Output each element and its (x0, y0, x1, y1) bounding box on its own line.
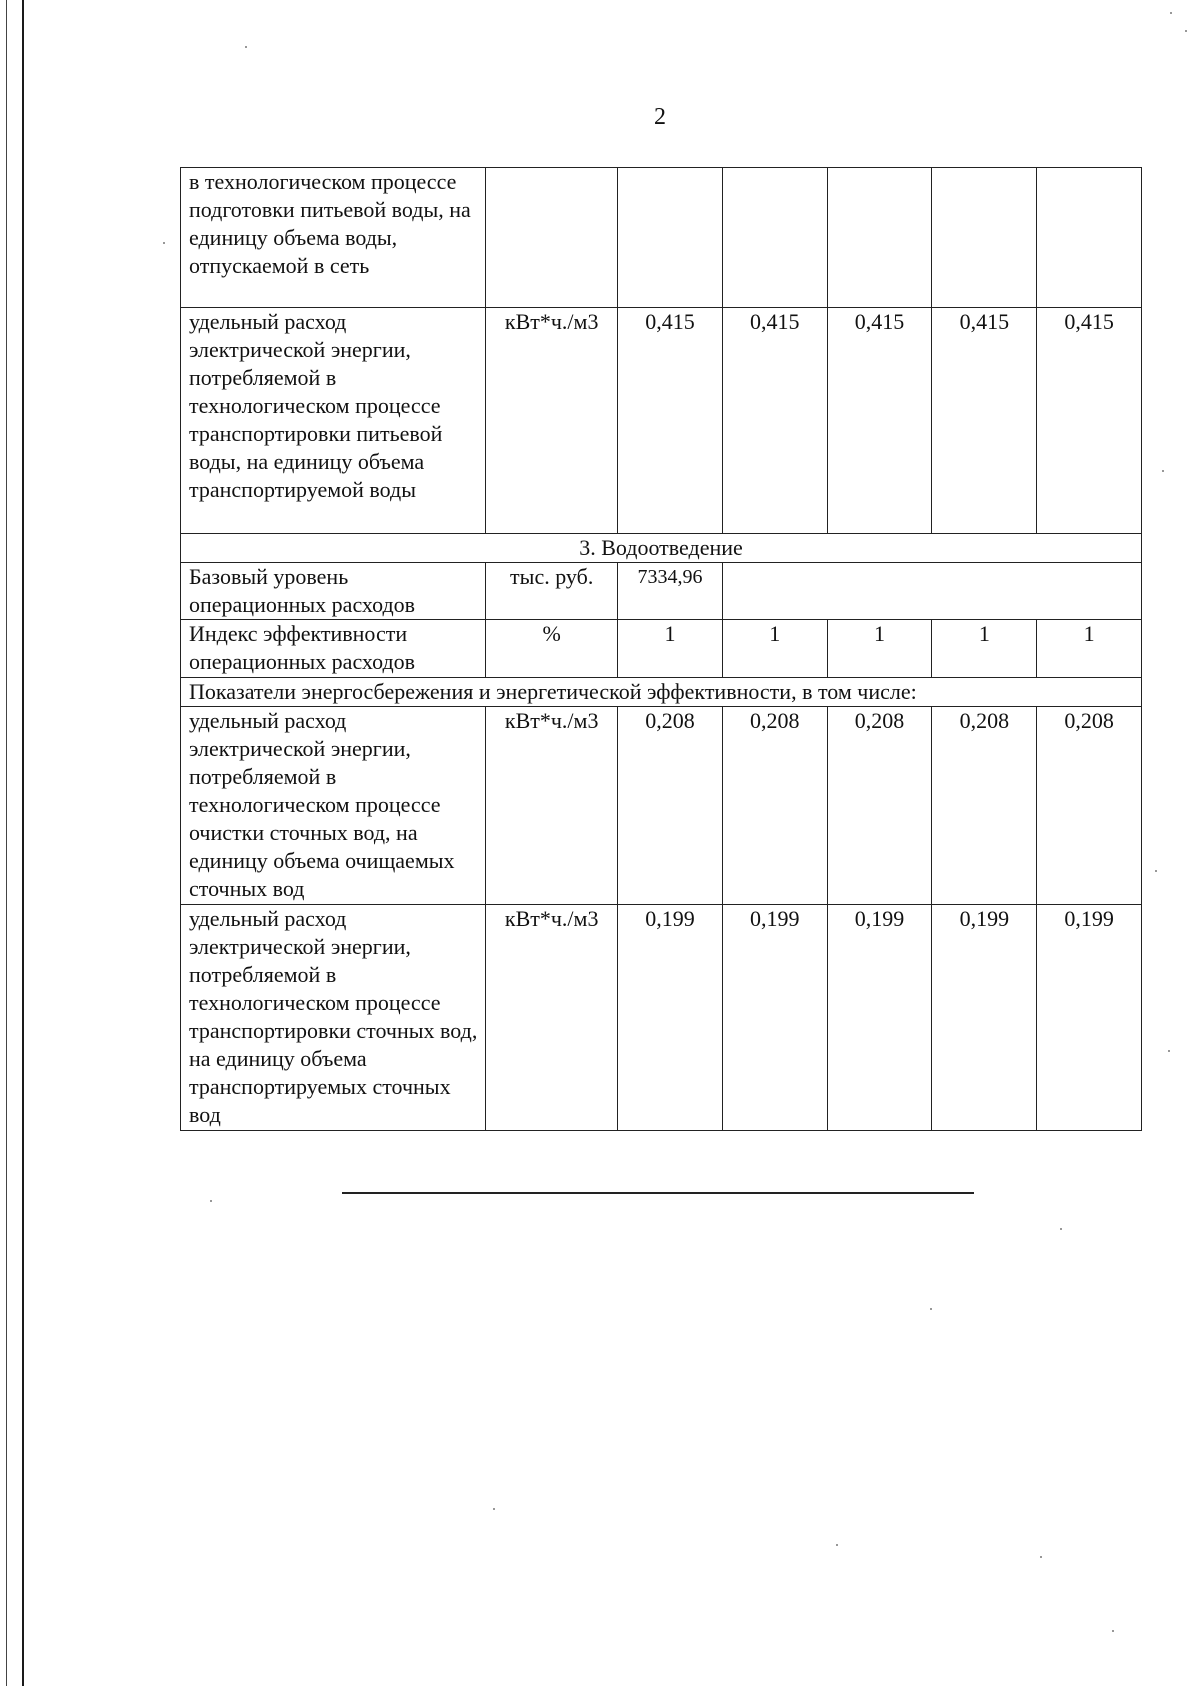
table-row-continuation (181, 168, 1142, 308)
value-cell (932, 168, 1037, 308)
value-cell: 1 (722, 620, 827, 678)
row-name: Индекс эффективности операционных расходов (181, 620, 486, 678)
scan-speck (1185, 30, 1187, 32)
row-name: в технологическом процессе подготовки питьевой воды, на единицу объема воды, отпускаемой в сеть (181, 168, 486, 308)
scan-speck (210, 1200, 212, 1202)
value-cell: 0,415 (722, 308, 827, 534)
scan-speck (1155, 870, 1157, 872)
row-name: Базовый уровень операционных расходов (181, 563, 486, 620)
value-cell: 0,415 (1037, 308, 1142, 534)
value-cell: 0,199 (932, 905, 1037, 1131)
indicators-table (180, 167, 1142, 1131)
scan-speck (245, 46, 247, 48)
value-cell: 0,199 (722, 905, 827, 1131)
scan-speck (1060, 1228, 1062, 1230)
value-cell: 0,208 (932, 707, 1037, 905)
value-cell: 0,415 (618, 308, 723, 534)
row-unit: % (486, 620, 618, 678)
scan-speck (163, 242, 165, 244)
value-cell: 1 (1037, 620, 1142, 678)
scan-speck (836, 1544, 838, 1546)
scan-speck (493, 1508, 495, 1510)
table-row-wastewater-treatment (181, 707, 1142, 905)
value-cell (722, 168, 827, 308)
table-row-efficiency-index (181, 620, 1142, 678)
value-cell: 0,208 (618, 707, 723, 905)
scan-speck (1112, 1630, 1114, 1632)
value-cell: 1 (932, 620, 1037, 678)
page-edge-line (6, 0, 7, 1686)
table-row-base-level (181, 563, 1142, 620)
row-name: удельный расход электрической энергии, потребляемой в технологическом процессе очистки сточных вод, на единицу объема очищаемых сточных вод (181, 707, 486, 905)
value-cell: 1 (827, 620, 932, 678)
value-cell: 0,208 (722, 707, 827, 905)
value-cell: 1 (618, 620, 723, 678)
value-cell: 7334,96 (618, 563, 723, 620)
table-row-energy-heading (181, 678, 1142, 707)
row-unit (486, 168, 618, 308)
value-cell: 0,208 (827, 707, 932, 905)
row-name: удельный расход электрической энергии, потребляемой в технологическом процессе транспортировки питьевой воды, на единицу объема транспортируемой воды (181, 308, 486, 534)
value-cell: 0,415 (827, 308, 932, 534)
value-cell (1037, 168, 1142, 308)
scan-speck (1170, 12, 1172, 14)
energy-heading: Показатели энергосбережения и энергетической эффективности, в том числе: (181, 678, 1142, 707)
scan-speck (1168, 1050, 1170, 1052)
value-cell: 0,199 (827, 905, 932, 1131)
empty-merged-cell (722, 563, 1141, 620)
row-unit: кВт*ч./м3 (486, 707, 618, 905)
value-cell: 0,208 (1037, 707, 1142, 905)
row-name: удельный расход электрической энергии, потребляемой в технологическом процессе транспортировки сточных вод, на единицу объема транспортируемых сточных вод (181, 905, 486, 1131)
value-cell (618, 168, 723, 308)
table-row-water-transport (181, 308, 1142, 534)
binding-line (22, 0, 24, 1686)
value-cell: 0,415 (932, 308, 1037, 534)
row-unit: кВт*ч./м3 (486, 905, 618, 1131)
page-number: 2 (654, 104, 666, 130)
row-unit: кВт*ч./м3 (486, 308, 618, 534)
value-cell (827, 168, 932, 308)
scan-speck (1162, 470, 1164, 472)
table-row-wastewater-transport (181, 905, 1142, 1131)
value-cell: 0,199 (618, 905, 723, 1131)
section-heading: 3. Водоотведение (181, 534, 1142, 563)
end-of-document-rule (342, 1192, 974, 1194)
scan-speck (930, 1308, 932, 1310)
value-cell: 0,199 (1037, 905, 1142, 1131)
row-unit: тыс. руб. (486, 563, 618, 620)
scan-speck (1040, 1556, 1042, 1558)
table-row-section-heading (181, 534, 1142, 563)
